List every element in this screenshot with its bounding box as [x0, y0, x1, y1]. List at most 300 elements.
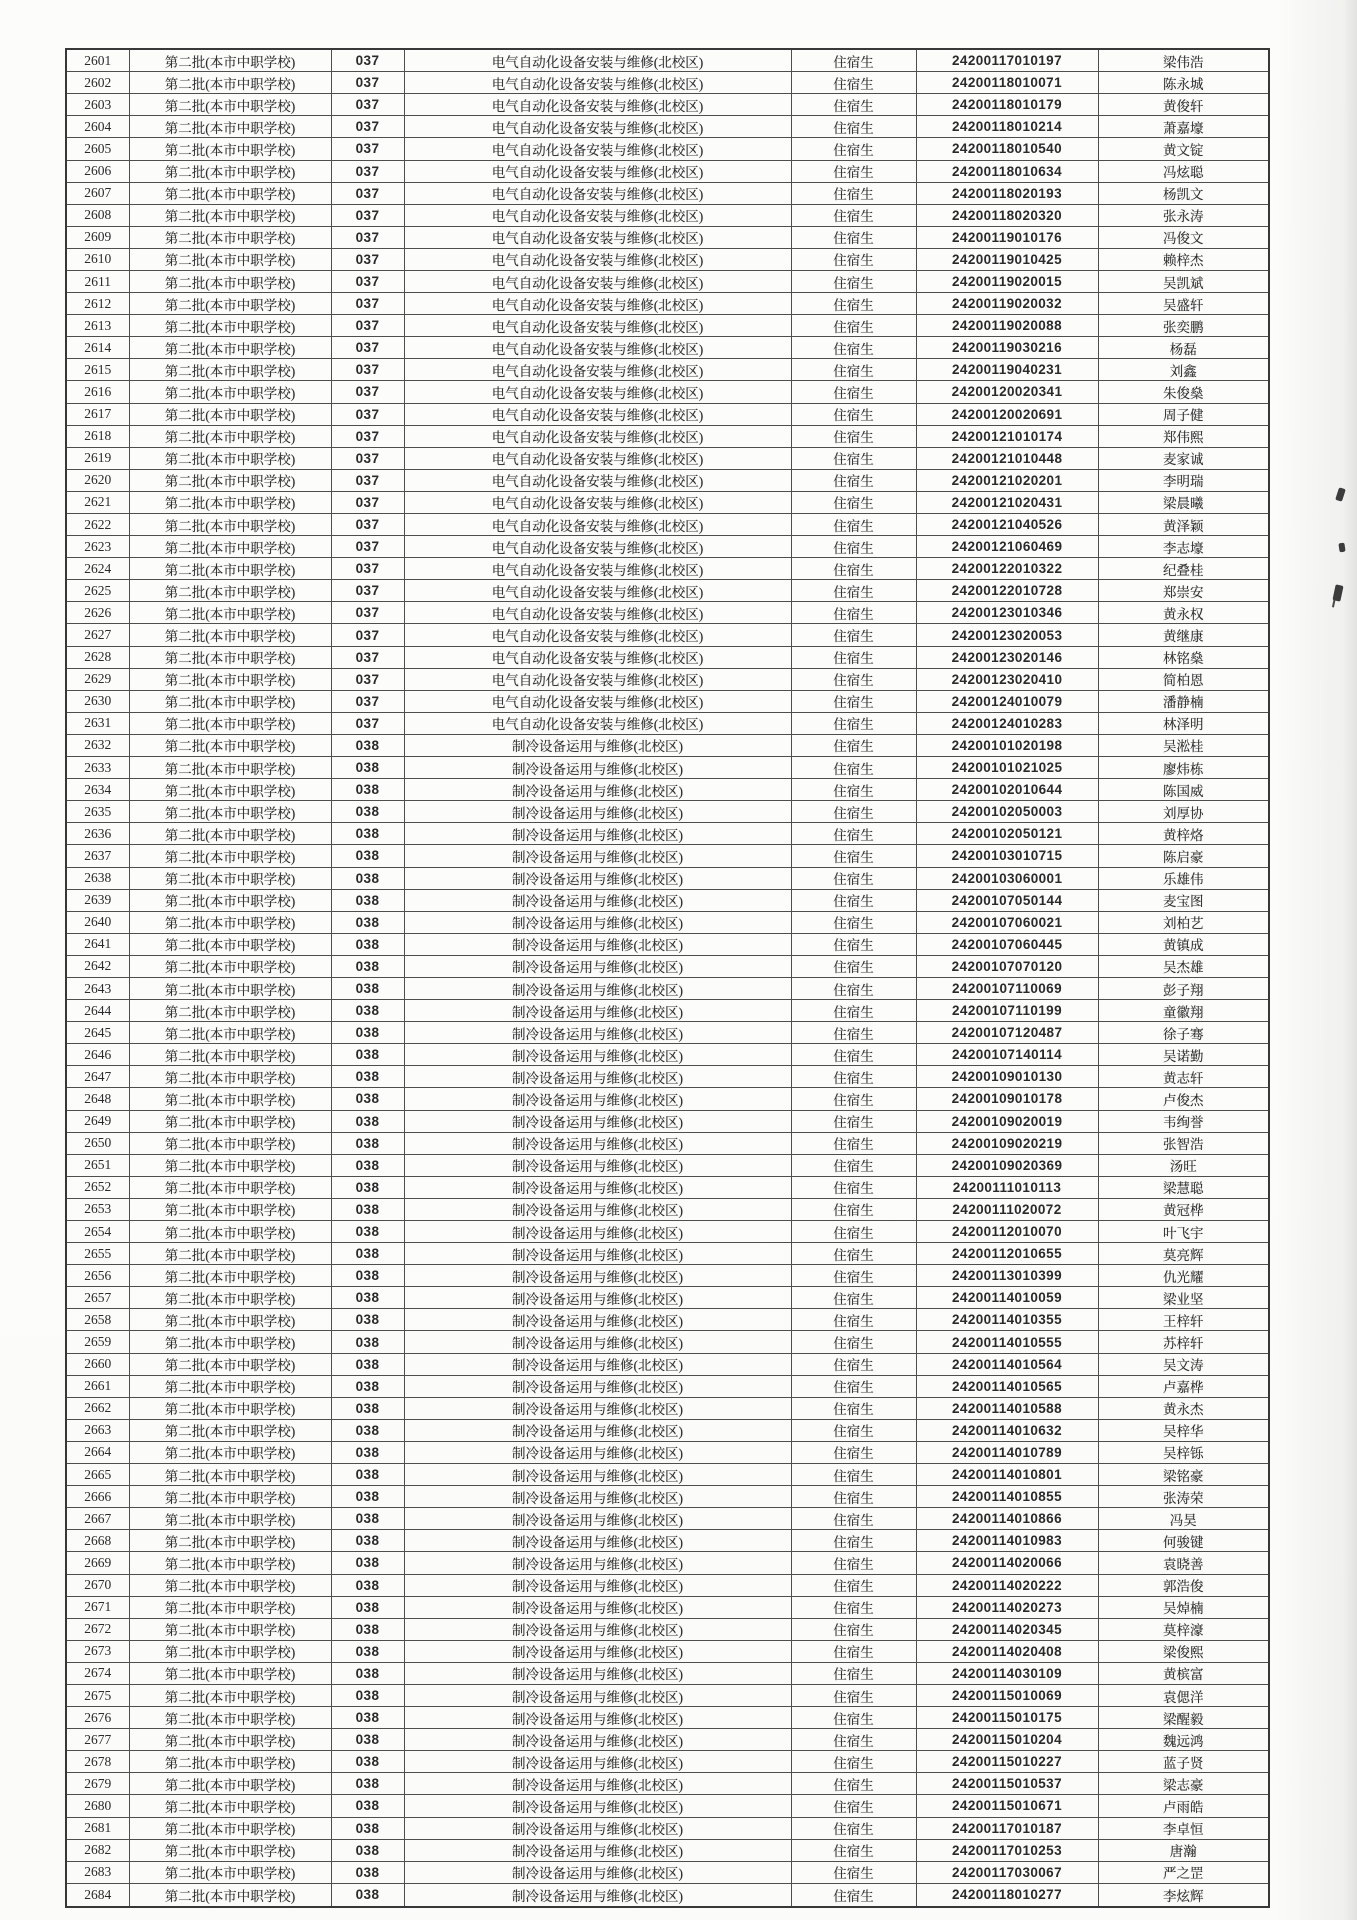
- exam-number-cell: 24200115010175: [916, 1707, 1098, 1729]
- exam-number-cell: 24200107060445: [916, 933, 1098, 955]
- major-code-cell: 037: [331, 226, 404, 248]
- residence-type-cell: 住宿生: [791, 1839, 916, 1861]
- major-code-cell: 038: [331, 1817, 404, 1839]
- table-row: [66, 1729, 1269, 1751]
- table-row: [66, 690, 1269, 712]
- student-name-cell: 刘厚协: [1098, 801, 1269, 823]
- row-number-cell: 2613: [66, 315, 129, 337]
- residence-type-cell: 住宿生: [791, 1088, 916, 1110]
- residence-type-cell: 住宿生: [791, 668, 916, 690]
- batch-cell: 第二批(本市中职学校): [129, 867, 331, 889]
- student-name-cell: 叶飞宇: [1098, 1221, 1269, 1243]
- row-number-cell: 2643: [66, 977, 129, 999]
- major-name-cell: 制冷设备运用与维修(北校区): [404, 1044, 791, 1066]
- major-name-cell: 制冷设备运用与维修(北校区): [404, 1110, 791, 1132]
- residence-type-cell: 住宿生: [791, 558, 916, 580]
- major-code-cell: 037: [331, 116, 404, 138]
- row-number-cell: 2667: [66, 1508, 129, 1530]
- exam-number-cell: 24200117010187: [916, 1817, 1098, 1839]
- exam-number-cell: 24200107140114: [916, 1044, 1098, 1066]
- batch-cell: 第二批(本市中职学校): [129, 403, 331, 425]
- row-number-cell: 2660: [66, 1353, 129, 1375]
- major-code-cell: 038: [331, 1309, 404, 1331]
- exam-number-cell: 24200114010632: [916, 1419, 1098, 1441]
- residence-type-cell: 住宿生: [791, 1773, 916, 1795]
- batch-cell: 第二批(本市中职学校): [129, 94, 331, 116]
- batch-cell: 第二批(本市中职学校): [129, 779, 331, 801]
- table-row: [66, 1243, 1269, 1265]
- batch-cell: 第二批(本市中职学校): [129, 1707, 331, 1729]
- table-row: [66, 867, 1269, 889]
- student-name-cell: 黄冠桦: [1098, 1198, 1269, 1220]
- exam-number-cell: 24200121020431: [916, 491, 1098, 513]
- residence-type-cell: 住宿生: [791, 757, 916, 779]
- major-name-cell: 电气自动化设备安装与维修(北校区): [404, 337, 791, 359]
- student-name-cell: 卢俊杰: [1098, 1088, 1269, 1110]
- exam-number-cell: 24200107060021: [916, 911, 1098, 933]
- major-code-cell: 038: [331, 1662, 404, 1684]
- batch-cell: 第二批(本市中职学校): [129, 1154, 331, 1176]
- student-name-cell: 汤旺: [1098, 1154, 1269, 1176]
- residence-type-cell: 住宿生: [791, 469, 916, 491]
- major-code-cell: 037: [331, 403, 404, 425]
- residence-type-cell: 住宿生: [791, 1729, 916, 1751]
- batch-cell: 第二批(本市中职学校): [129, 1839, 331, 1861]
- batch-cell: 第二批(本市中职学校): [129, 1508, 331, 1530]
- row-number-cell: 2640: [66, 911, 129, 933]
- major-code-cell: 038: [331, 977, 404, 999]
- table-row: [66, 1419, 1269, 1441]
- student-name-cell: 卢嘉桦: [1098, 1375, 1269, 1397]
- major-code-cell: 037: [331, 359, 404, 381]
- major-name-cell: 制冷设备运用与维修(北校区): [404, 1684, 791, 1706]
- batch-cell: 第二批(本市中职学校): [129, 1596, 331, 1618]
- row-number-cell: 2649: [66, 1110, 129, 1132]
- exam-number-cell: 24200114010555: [916, 1331, 1098, 1353]
- major-name-cell: 制冷设备运用与维修(北校区): [404, 1883, 791, 1907]
- batch-cell: 第二批(本市中职学校): [129, 1574, 331, 1596]
- row-number-cell: 2625: [66, 580, 129, 602]
- batch-cell: 第二批(本市中职学校): [129, 1795, 331, 1817]
- residence-type-cell: 住宿生: [791, 1221, 916, 1243]
- major-name-cell: 制冷设备运用与维修(北校区): [404, 1839, 791, 1861]
- row-number-cell: 2623: [66, 536, 129, 558]
- table-row: [66, 955, 1269, 977]
- exam-number-cell: 24200119020032: [916, 293, 1098, 315]
- table-row: [66, 1066, 1269, 1088]
- table-row: [66, 1000, 1269, 1022]
- major-code-cell: 037: [331, 469, 404, 491]
- major-code-cell: 037: [331, 72, 404, 94]
- student-name-cell: 吴焯楠: [1098, 1596, 1269, 1618]
- table-row: [66, 1154, 1269, 1176]
- table-row: [66, 1331, 1269, 1353]
- residence-type-cell: 住宿生: [791, 779, 916, 801]
- table-row: [66, 138, 1269, 160]
- major-code-cell: 037: [331, 293, 404, 315]
- residence-type-cell: 住宿生: [791, 1287, 916, 1309]
- major-code-cell: 038: [331, 1795, 404, 1817]
- row-number-cell: 2678: [66, 1751, 129, 1773]
- major-code-cell: 037: [331, 712, 404, 734]
- row-number-cell: 2624: [66, 558, 129, 580]
- major-name-cell: 制冷设备运用与维修(北校区): [404, 823, 791, 845]
- batch-cell: 第二批(本市中职学校): [129, 1486, 331, 1508]
- major-name-cell: 制冷设备运用与维修(北校区): [404, 1375, 791, 1397]
- residence-type-cell: 住宿生: [791, 293, 916, 315]
- exam-number-cell: 24200119010425: [916, 248, 1098, 270]
- exam-number-cell: 24200119040231: [916, 359, 1098, 381]
- student-name-cell: 徐子骞: [1098, 1022, 1269, 1044]
- batch-cell: 第二批(本市中职学校): [129, 1684, 331, 1706]
- major-code-cell: 038: [331, 1000, 404, 1022]
- residence-type-cell: 住宿生: [791, 867, 916, 889]
- student-name-cell: 梁醒毅: [1098, 1707, 1269, 1729]
- student-name-cell: 黄泽颖: [1098, 514, 1269, 536]
- major-code-cell: 037: [331, 315, 404, 337]
- exam-number-cell: 24200114020273: [916, 1596, 1098, 1618]
- student-name-cell: 吴盛轩: [1098, 293, 1269, 315]
- row-number-cell: 2674: [66, 1662, 129, 1684]
- residence-type-cell: 住宿生: [791, 226, 916, 248]
- exam-number-cell: 24200103060001: [916, 867, 1098, 889]
- major-name-cell: 制冷设备运用与维修(北校区): [404, 1508, 791, 1530]
- residence-type-cell: 住宿生: [791, 1707, 916, 1729]
- batch-cell: 第二批(本市中职学校): [129, 1287, 331, 1309]
- exam-number-cell: 24200119010176: [916, 226, 1098, 248]
- exam-number-cell: 24200111010113: [916, 1176, 1098, 1198]
- row-number-cell: 2628: [66, 646, 129, 668]
- exam-number-cell: 24200124010283: [916, 712, 1098, 734]
- table-row: [66, 712, 1269, 734]
- residence-type-cell: 住宿生: [791, 381, 916, 403]
- major-code-cell: 037: [331, 491, 404, 513]
- major-code-cell: 038: [331, 1773, 404, 1795]
- residence-type-cell: 住宿生: [791, 270, 916, 292]
- major-name-cell: 制冷设备运用与维修(北校区): [404, 1574, 791, 1596]
- major-code-cell: 037: [331, 514, 404, 536]
- exam-number-cell: 24200102050121: [916, 823, 1098, 845]
- major-name-cell: 电气自动化设备安装与维修(北校区): [404, 315, 791, 337]
- student-name-cell: 梁志豪: [1098, 1773, 1269, 1795]
- major-name-cell: 制冷设备运用与维修(北校区): [404, 1066, 791, 1088]
- student-name-cell: 梁伟浩: [1098, 49, 1269, 72]
- major-code-cell: 038: [331, 1287, 404, 1309]
- student-name-cell: 何骏键: [1098, 1530, 1269, 1552]
- batch-cell: 第二批(本市中职学校): [129, 1618, 331, 1640]
- student-name-cell: 彭子翔: [1098, 977, 1269, 999]
- exam-number-cell: 24200114030109: [916, 1662, 1098, 1684]
- residence-type-cell: 住宿生: [791, 425, 916, 447]
- residence-type-cell: 住宿生: [791, 491, 916, 513]
- exam-number-cell: 24200115010671: [916, 1795, 1098, 1817]
- major-name-cell: 制冷设备运用与维修(北校区): [404, 1287, 791, 1309]
- exam-number-cell: 24200112010070: [916, 1221, 1098, 1243]
- major-name-cell: 制冷设备运用与维修(北校区): [404, 1618, 791, 1640]
- row-number-cell: 2650: [66, 1132, 129, 1154]
- table-row: [66, 1662, 1269, 1684]
- batch-cell: 第二批(本市中职学校): [129, 1000, 331, 1022]
- major-code-cell: 038: [331, 1419, 404, 1441]
- exam-number-cell: 24200114010355: [916, 1309, 1098, 1331]
- batch-cell: 第二批(本市中职学校): [129, 1883, 331, 1907]
- major-name-cell: 电气自动化设备安装与维修(北校区): [404, 602, 791, 624]
- major-code-cell: 037: [331, 49, 404, 72]
- row-number-cell: 2638: [66, 867, 129, 889]
- table-row: [66, 160, 1269, 182]
- exam-number-cell: 24200109010130: [916, 1066, 1098, 1088]
- student-name-cell: 乐雄伟: [1098, 867, 1269, 889]
- major-code-cell: 038: [331, 1375, 404, 1397]
- student-name-cell: 李明瑞: [1098, 469, 1269, 491]
- residence-type-cell: 住宿生: [791, 1574, 916, 1596]
- student-name-cell: 仇光耀: [1098, 1265, 1269, 1287]
- row-number-cell: 2659: [66, 1331, 129, 1353]
- major-name-cell: 制冷设备运用与维修(北校区): [404, 867, 791, 889]
- major-code-cell: 038: [331, 1022, 404, 1044]
- residence-type-cell: 住宿生: [791, 624, 916, 646]
- student-name-cell: 郑崇安: [1098, 580, 1269, 602]
- batch-cell: 第二批(本市中职学校): [129, 1353, 331, 1375]
- row-number-cell: 2630: [66, 690, 129, 712]
- major-name-cell: 电气自动化设备安装与维修(北校区): [404, 536, 791, 558]
- row-number-cell: 2622: [66, 514, 129, 536]
- batch-cell: 第二批(本市中职学校): [129, 1397, 331, 1419]
- batch-cell: 第二批(本市中职学校): [129, 734, 331, 756]
- student-name-cell: 林铭燊: [1098, 646, 1269, 668]
- table-row: [66, 1176, 1269, 1198]
- major-code-cell: 037: [331, 381, 404, 403]
- residence-type-cell: 住宿生: [791, 1508, 916, 1530]
- student-name-cell: 陈国威: [1098, 779, 1269, 801]
- student-name-cell: 刘柏艺: [1098, 911, 1269, 933]
- table-row: [66, 1375, 1269, 1397]
- major-name-cell: 制冷设备运用与维修(北校区): [404, 1795, 791, 1817]
- table-row: [66, 72, 1269, 94]
- student-name-cell: 童徽翔: [1098, 1000, 1269, 1022]
- batch-cell: 第二批(本市中职学校): [129, 226, 331, 248]
- major-name-cell: 电气自动化设备安装与维修(北校区): [404, 359, 791, 381]
- residence-type-cell: 住宿生: [791, 1000, 916, 1022]
- student-name-cell: 吴诺勤: [1098, 1044, 1269, 1066]
- row-number-cell: 2670: [66, 1574, 129, 1596]
- exam-number-cell: 24200123020410: [916, 668, 1098, 690]
- exam-number-cell: 24200122010322: [916, 558, 1098, 580]
- major-name-cell: 制冷设备运用与维修(北校区): [404, 1596, 791, 1618]
- student-name-cell: 廖炜栋: [1098, 757, 1269, 779]
- row-number-cell: 2648: [66, 1088, 129, 1110]
- row-number-cell: 2635: [66, 801, 129, 823]
- major-code-cell: 038: [331, 1044, 404, 1066]
- table-row: [66, 1132, 1269, 1154]
- exam-number-cell: 24200101020198: [916, 734, 1098, 756]
- batch-cell: 第二批(本市中职学校): [129, 138, 331, 160]
- student-name-cell: 陈启豪: [1098, 845, 1269, 867]
- student-name-cell: 冯俊文: [1098, 226, 1269, 248]
- residence-type-cell: 住宿生: [791, 1154, 916, 1176]
- major-name-cell: 电气自动化设备安装与维修(北校区): [404, 204, 791, 226]
- major-code-cell: 037: [331, 425, 404, 447]
- student-name-cell: 梁晨曦: [1098, 491, 1269, 513]
- exam-number-cell: 24200101021025: [916, 757, 1098, 779]
- major-code-cell: 038: [331, 1154, 404, 1176]
- batch-cell: 第二批(本市中职学校): [129, 469, 331, 491]
- batch-cell: 第二批(本市中职学校): [129, 558, 331, 580]
- exam-number-cell: 24200121060469: [916, 536, 1098, 558]
- major-name-cell: 制冷设备运用与维修(北校区): [404, 1662, 791, 1684]
- major-name-cell: 制冷设备运用与维修(北校区): [404, 845, 791, 867]
- exam-number-cell: 24200102050003: [916, 801, 1098, 823]
- student-name-cell: 唐瀚: [1098, 1839, 1269, 1861]
- major-name-cell: 电气自动化设备安装与维修(北校区): [404, 270, 791, 292]
- major-code-cell: 038: [331, 845, 404, 867]
- table-row: [66, 1817, 1269, 1839]
- row-number-cell: 2657: [66, 1287, 129, 1309]
- residence-type-cell: 住宿生: [791, 447, 916, 469]
- batch-cell: 第二批(本市中职学校): [129, 447, 331, 469]
- batch-cell: 第二批(本市中职学校): [129, 1662, 331, 1684]
- row-number-cell: 2636: [66, 823, 129, 845]
- residence-type-cell: 住宿生: [791, 690, 916, 712]
- row-number-cell: 2681: [66, 1817, 129, 1839]
- residence-type-cell: 住宿生: [791, 889, 916, 911]
- table-row: [66, 182, 1269, 204]
- table-row: [66, 1198, 1269, 1220]
- batch-cell: 第二批(本市中职学校): [129, 1861, 331, 1883]
- exam-number-cell: 24200118010634: [916, 160, 1098, 182]
- row-number-cell: 2653: [66, 1198, 129, 1220]
- major-code-cell: 037: [331, 558, 404, 580]
- table-row: [66, 1552, 1269, 1574]
- major-name-cell: 制冷设备运用与维修(北校区): [404, 1486, 791, 1508]
- student-name-cell: 黄永杰: [1098, 1397, 1269, 1419]
- major-code-cell: 038: [331, 1176, 404, 1198]
- major-name-cell: 电气自动化设备安装与维修(北校区): [404, 469, 791, 491]
- student-name-cell: 魏远鸿: [1098, 1729, 1269, 1751]
- residence-type-cell: 住宿生: [791, 72, 916, 94]
- major-name-cell: 制冷设备运用与维修(北校区): [404, 1265, 791, 1287]
- student-name-cell: 韦绚誉: [1098, 1110, 1269, 1132]
- student-name-cell: 梁业坚: [1098, 1287, 1269, 1309]
- major-name-cell: 制冷设备运用与维修(北校区): [404, 1707, 791, 1729]
- row-number-cell: 2683: [66, 1861, 129, 1883]
- batch-cell: 第二批(本市中职学校): [129, 1044, 331, 1066]
- row-number-cell: 2607: [66, 182, 129, 204]
- batch-cell: 第二批(本市中职学校): [129, 1729, 331, 1751]
- exam-number-cell: 24200117010253: [916, 1839, 1098, 1861]
- row-number-cell: 2611: [66, 270, 129, 292]
- exam-number-cell: 24200114020408: [916, 1640, 1098, 1662]
- batch-cell: 第二批(本市中职学校): [129, 1243, 331, 1265]
- exam-number-cell: 24200114010855: [916, 1486, 1098, 1508]
- batch-cell: 第二批(本市中职学校): [129, 337, 331, 359]
- student-name-cell: 潘静楠: [1098, 690, 1269, 712]
- major-code-cell: 037: [331, 536, 404, 558]
- table-row: [66, 1441, 1269, 1463]
- major-code-cell: 037: [331, 182, 404, 204]
- table-row: [66, 757, 1269, 779]
- row-number-cell: 2665: [66, 1464, 129, 1486]
- major-code-cell: 038: [331, 1751, 404, 1773]
- student-name-cell: 莫亮辉: [1098, 1243, 1269, 1265]
- exam-number-cell: 24200117010197: [916, 49, 1098, 72]
- major-code-cell: 038: [331, 1132, 404, 1154]
- major-name-cell: 电气自动化设备安装与维修(北校区): [404, 690, 791, 712]
- major-code-cell: 037: [331, 580, 404, 602]
- student-name-cell: 张智浩: [1098, 1132, 1269, 1154]
- exam-number-cell: 24200107120487: [916, 1022, 1098, 1044]
- residence-type-cell: 住宿生: [791, 646, 916, 668]
- residence-type-cell: 住宿生: [791, 1618, 916, 1640]
- exam-number-cell: 24200121010174: [916, 425, 1098, 447]
- major-code-cell: 037: [331, 602, 404, 624]
- major-name-cell: 电气自动化设备安装与维修(北校区): [404, 491, 791, 513]
- residence-type-cell: 住宿生: [791, 1331, 916, 1353]
- batch-cell: 第二批(本市中职学校): [129, 1309, 331, 1331]
- exam-number-cell: 24200120020691: [916, 403, 1098, 425]
- major-name-cell: 电气自动化设备安装与维修(北校区): [404, 226, 791, 248]
- residence-type-cell: 住宿生: [791, 1176, 916, 1198]
- student-name-cell: 杨磊: [1098, 337, 1269, 359]
- row-number-cell: 2632: [66, 734, 129, 756]
- batch-cell: 第二批(本市中职学校): [129, 823, 331, 845]
- row-number-cell: 2603: [66, 94, 129, 116]
- major-name-cell: 制冷设备运用与维修(北校区): [404, 933, 791, 955]
- table-row: [66, 1353, 1269, 1375]
- row-number-cell: 2682: [66, 1839, 129, 1861]
- table-row: [66, 49, 1269, 72]
- row-number-cell: 2631: [66, 712, 129, 734]
- batch-cell: 第二批(本市中职学校): [129, 712, 331, 734]
- student-name-cell: 黄志轩: [1098, 1066, 1269, 1088]
- major-code-cell: 038: [331, 779, 404, 801]
- batch-cell: 第二批(本市中职学校): [129, 801, 331, 823]
- batch-cell: 第二批(本市中职学校): [129, 624, 331, 646]
- residence-type-cell: 住宿生: [791, 1309, 916, 1331]
- table-row: [66, 1861, 1269, 1883]
- major-code-cell: 038: [331, 1729, 404, 1751]
- major-code-cell: 038: [331, 1110, 404, 1132]
- batch-cell: 第二批(本市中职学校): [129, 977, 331, 999]
- exam-number-cell: 24200107110199: [916, 1000, 1098, 1022]
- student-name-cell: 刘鑫: [1098, 359, 1269, 381]
- student-name-cell: 林泽明: [1098, 712, 1269, 734]
- table-row: [66, 514, 1269, 536]
- student-name-cell: 梁铭豪: [1098, 1464, 1269, 1486]
- table-row: [66, 1309, 1269, 1331]
- residence-type-cell: 住宿生: [791, 1397, 916, 1419]
- major-name-cell: 制冷设备运用与维修(北校区): [404, 757, 791, 779]
- batch-cell: 第二批(本市中职学校): [129, 1773, 331, 1795]
- exam-number-cell: 24200114010588: [916, 1397, 1098, 1419]
- major-name-cell: 电气自动化设备安装与维修(北校区): [404, 72, 791, 94]
- table-row: [66, 1287, 1269, 1309]
- residence-type-cell: 住宿生: [791, 182, 916, 204]
- residence-type-cell: 住宿生: [791, 1662, 916, 1684]
- row-number-cell: 2671: [66, 1596, 129, 1618]
- residence-type-cell: 住宿生: [791, 248, 916, 270]
- batch-cell: 第二批(本市中职学校): [129, 845, 331, 867]
- exam-number-cell: 24200119020015: [916, 270, 1098, 292]
- table-row: [66, 823, 1269, 845]
- batch-cell: 第二批(本市中职学校): [129, 1132, 331, 1154]
- major-code-cell: 038: [331, 1066, 404, 1088]
- major-name-cell: 制冷设备运用与维修(北校区): [404, 1000, 791, 1022]
- student-name-cell: 张奕鹏: [1098, 315, 1269, 337]
- student-name-cell: 吴杰雄: [1098, 955, 1269, 977]
- student-name-cell: 苏梓轩: [1098, 1331, 1269, 1353]
- student-name-cell: 蓝子贤: [1098, 1751, 1269, 1773]
